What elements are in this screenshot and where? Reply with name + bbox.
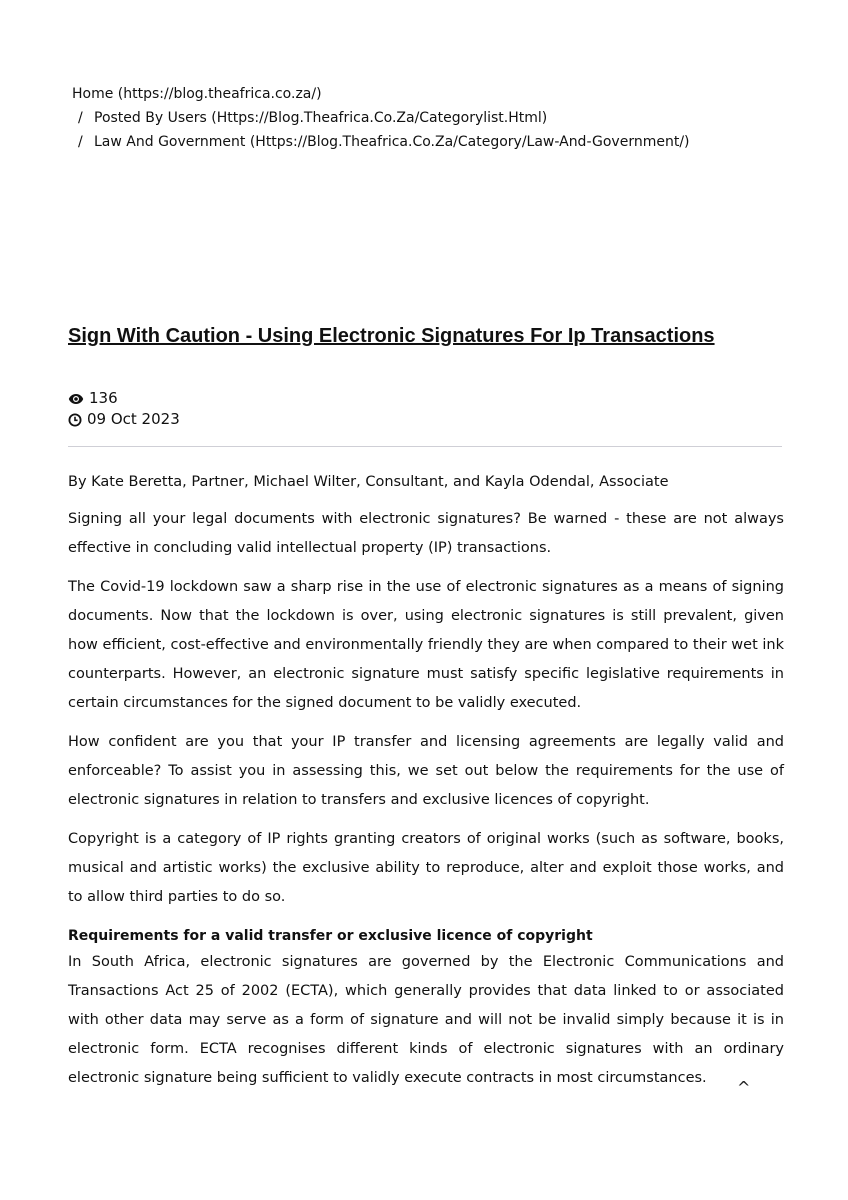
breadcrumb-item-law-and-government — [72, 130, 690, 154]
article-title[interactable]: Sign With Caution - Using Electronic Signatures For Ip Transactions — [68, 325, 715, 347]
breadcrumb-separator: / — [78, 110, 83, 126]
breadcrumb — [72, 82, 690, 154]
breadcrumb-separator: / — [78, 134, 83, 150]
article-paragraph: Copyright is a category of IP rights granting creators of original works (such as software, books, musical and artistic works) the exclusive ability to reproduce, alter and exploit those works, and to allow third parties to do so. — [68, 831, 784, 905]
view-count-value: 136 — [89, 389, 118, 407]
scroll-to-top-button[interactable]: ^ — [737, 1078, 751, 1097]
divider — [68, 446, 782, 447]
breadcrumb-posted-by-users-link[interactable]: Posted By Users (Https://Blog.Theafrica.Co.Za/Categorylist.Html) — [94, 110, 548, 126]
article-paragraph: The Covid-19 lockdown saw a sharp rise in the use of electronic signatures as a means of signing documents. Now that the lockdown is over, using electronic signatures is still prevalent, given how efficient, cost-effective and environmentally friendly they are when compared to their wet ink counterparts. However, an electronic signature must satisfy specific legislative requirements in certain circumstances for the signed document to be validly executed. — [68, 579, 784, 711]
article-body — [68, 468, 784, 1103]
eye-icon — [68, 393, 84, 405]
clock-icon — [68, 413, 82, 427]
article-paragraph: How confident are you that your IP transfer and licensing agreements are legally valid and enforceable? To assist you in assessing this, we set out below the requirements for the use of electronic signatures in relation to transfers and exclusive licences of copyright. — [68, 734, 784, 808]
breadcrumb-home-link[interactable]: Home (https://blog.theafrica.co.za/) — [72, 86, 322, 102]
article-paragraph: In South Africa, electronic signatures are governed by the Electronic Communications and Transactions Act 25 of 2002 (ECTA), which generally provides that data linked to or associated with other data may serve as a form of signature and will not be invalid simply because it is in electronic form. ECTA recognises different kinds of electronic signatures with an ordinary electronic signature being sufficient to validly execute contracts in most circumstances. — [68, 954, 784, 1086]
publish-date — [68, 409, 180, 430]
article-meta — [68, 388, 180, 430]
breadcrumb-law-and-government-link[interactable]: Law And Government (Https://Blog.Theafrica.Co.Za/Category/Law-And-Government/) — [94, 134, 690, 150]
article-byline: By Kate Beretta, Partner, Michael Wilter, Consultant, and Kayla Odendal, Associate — [68, 474, 669, 490]
breadcrumb-item-posted-by-users — [72, 106, 690, 130]
article-paragraph: Signing all your legal documents with electronic signatures? Be warned - these are not always effective in concluding valid intellectual property (IP) transactions. — [68, 511, 784, 556]
section-heading: Requirements for a valid transfer or exclusive licence of copyright — [68, 928, 593, 944]
publish-date-value: 09 Oct 2023 — [87, 410, 180, 428]
view-count — [68, 388, 180, 409]
